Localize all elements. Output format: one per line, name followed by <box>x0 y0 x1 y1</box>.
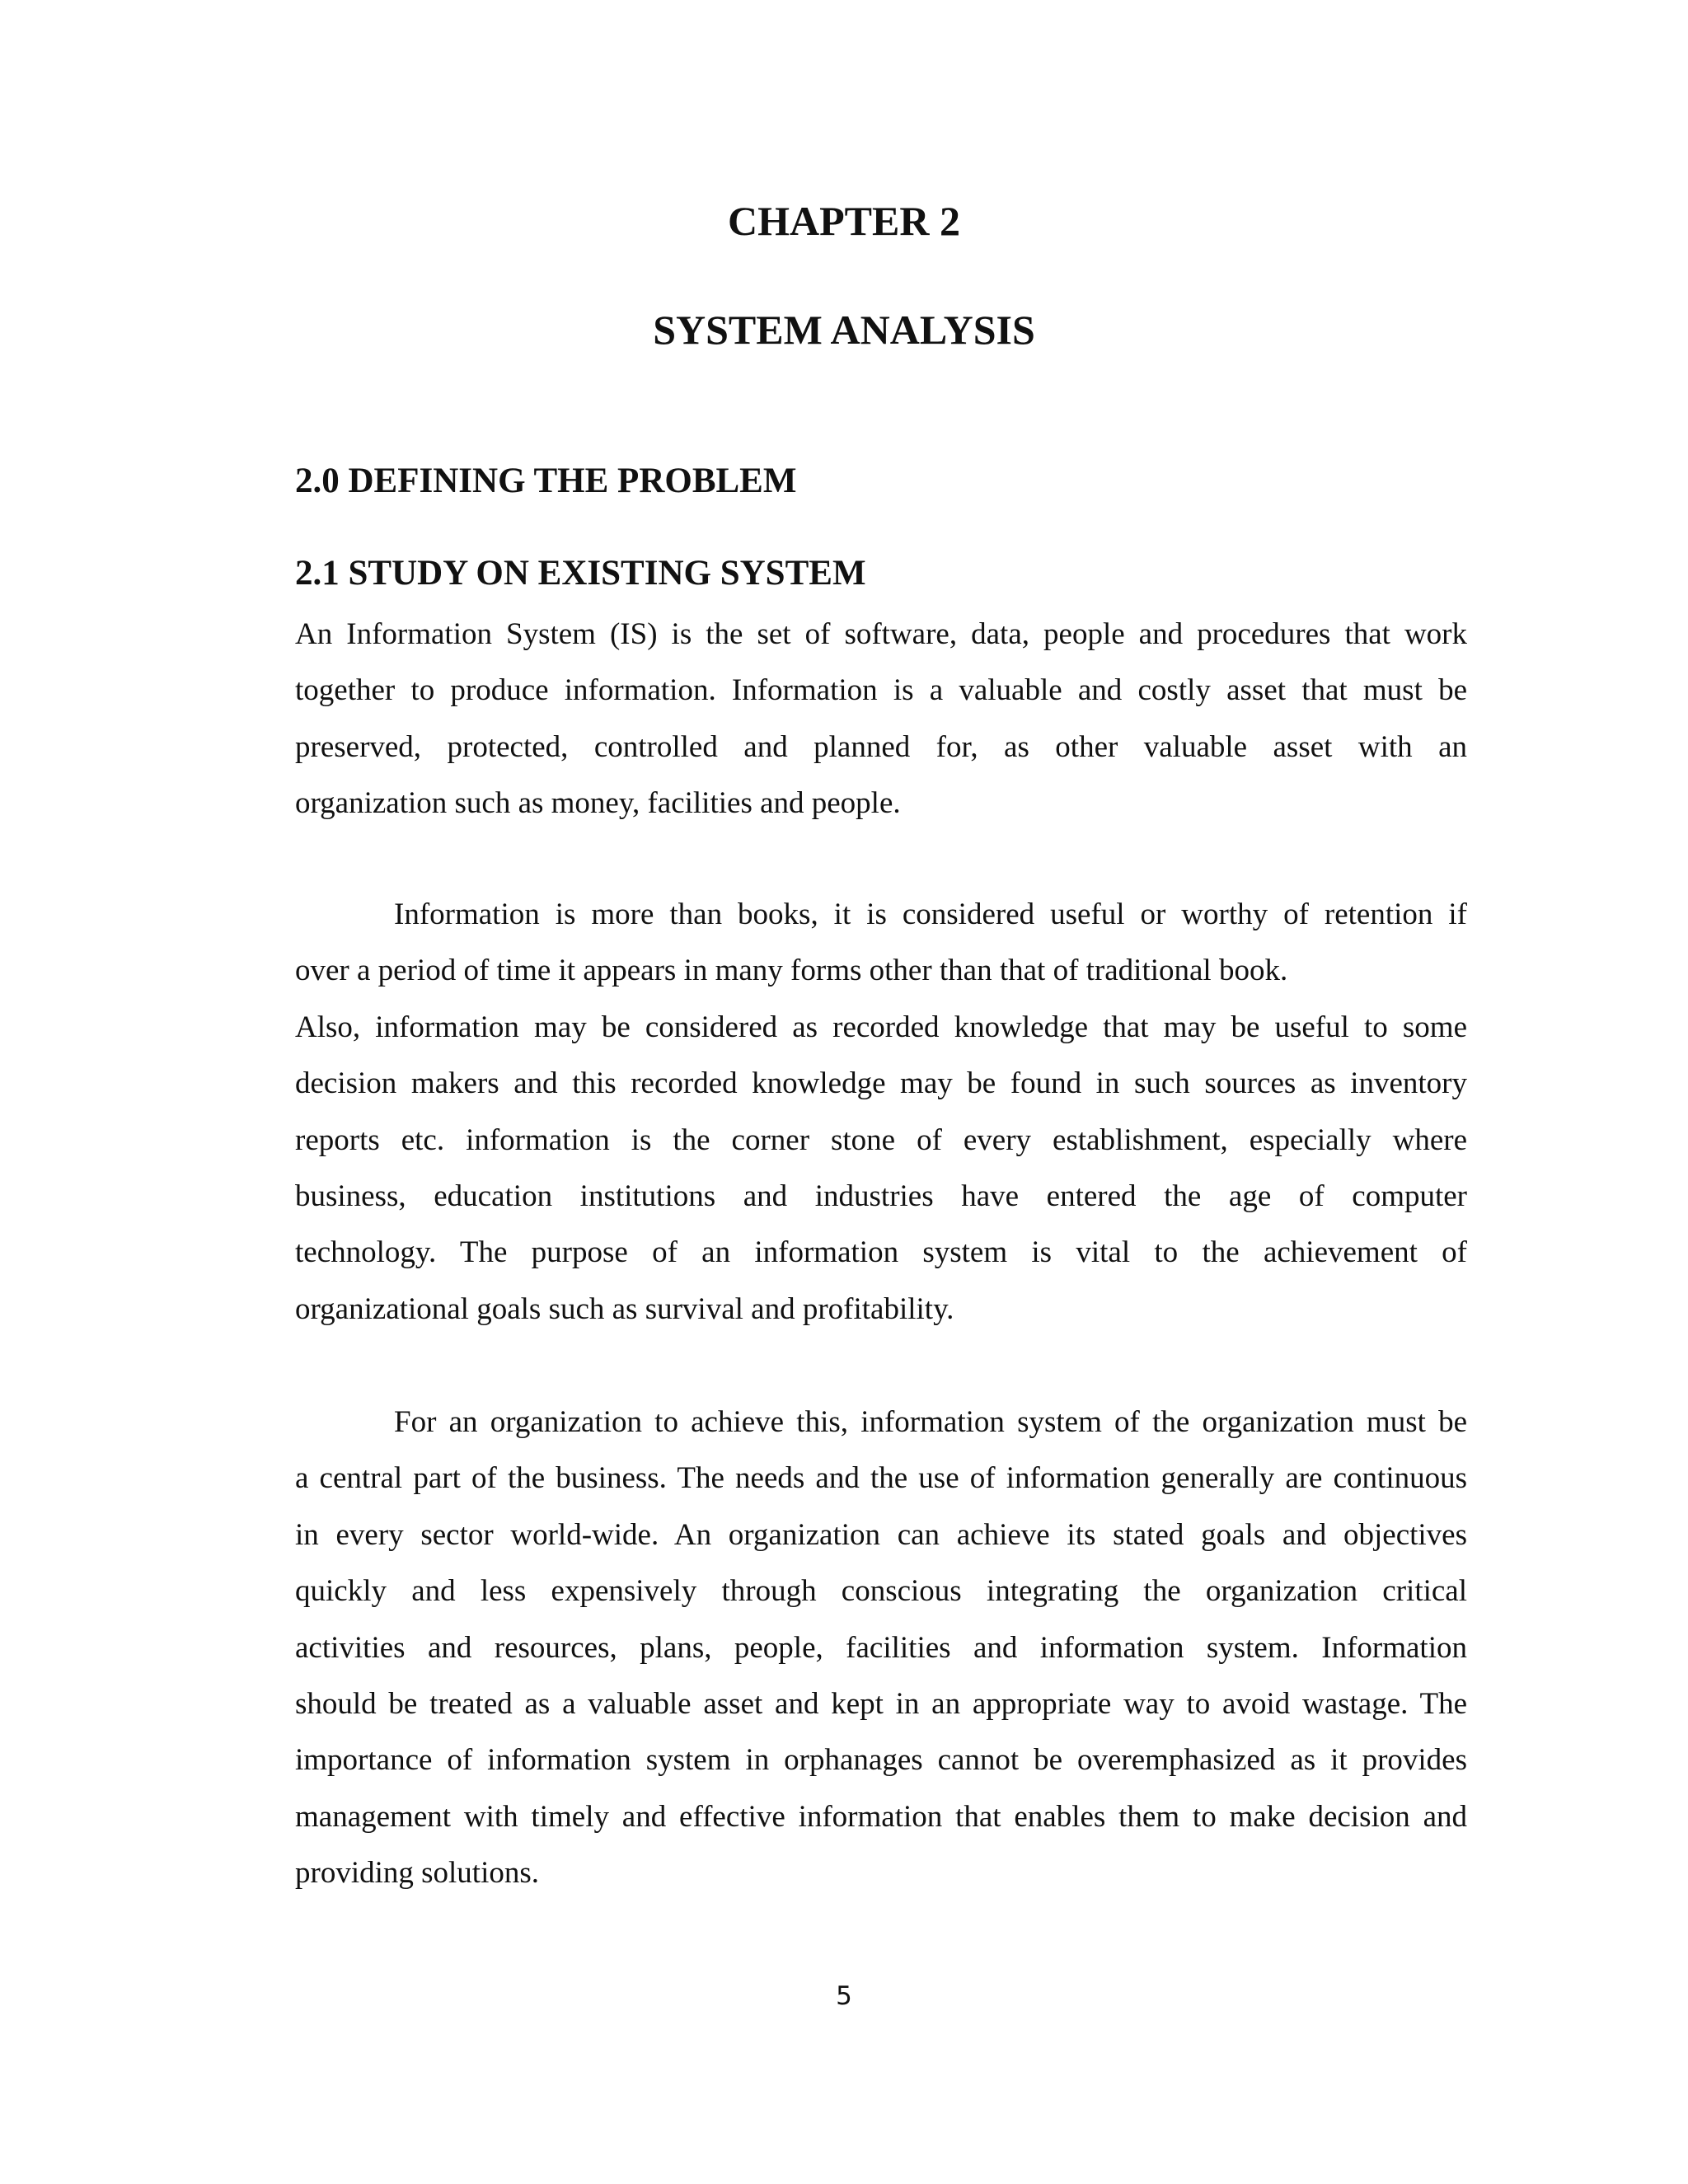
paragraph-line: a central part of the business. The needs and the use of information generally are continuous <box>295 1461 1467 1496</box>
paragraph-information-system <box>295 607 1467 832</box>
paragraph-line: over a period of time it appears in many forms other than that of traditional book. <box>295 954 1288 988</box>
paragraph-line: importance of information system in orphanages cannot be overemphasized as it provides <box>295 1743 1467 1778</box>
paragraph-line: reports etc. information is the corner stone of every establishment, especially where <box>295 1122 1467 1157</box>
paragraph-line: business, education institutions and industries have entered the age of computer <box>295 1179 1467 1213</box>
section-heading-defining-problem: 2.0 DEFINING THE PROBLEM <box>295 462 797 500</box>
paragraph-line: quickly and less expensively through conscious integrating the organization critical <box>295 1574 1467 1609</box>
paragraph-line: For an organization to achieve this, information system of the organization must be <box>394 1405 1467 1439</box>
paragraph-line: management with timely and effective information that enables them to make decision and <box>295 1799 1467 1834</box>
paragraph-information-value <box>295 887 1467 1338</box>
paragraph-line: activities and resources, plans, people, facilities and information system. Information <box>295 1630 1467 1665</box>
chapter-number: CHAPTER 2 <box>728 198 960 244</box>
paragraph-line: providing solutions. <box>295 1856 540 1891</box>
paragraph-line: Information is more than books, it is considered useful or worthy of retention if <box>394 898 1467 931</box>
paragraph-line: in every sector world-wide. An organization can achieve its stated goals and objectives <box>295 1517 1467 1552</box>
paragraph-line: technology. The purpose of an information system is vital to the achievement of <box>295 1235 1467 1270</box>
chapter-title: SYSTEM ANALYSIS <box>653 307 1035 353</box>
paragraph-organization-goals <box>295 1394 1467 1902</box>
page-number: 5 <box>836 1981 852 2011</box>
paragraph-line: organizational goals such as survival and profitability. <box>295 1291 954 1326</box>
section-heading-study-existing-system: 2.1 STUDY ON EXISTING SYSTEM <box>295 554 866 593</box>
paragraph-line: together to produce information. Information is a valuable and costly asset that must be <box>295 673 1467 708</box>
paragraph-line: Also, information may be considered as recorded knowledge that may be useful to some <box>295 1010 1467 1044</box>
paragraph-line: preserved, protected, controlled and planned for, as other valuable asset with an <box>295 729 1467 764</box>
paragraph-line: should be treated as a valuable asset and kept in an appropriate way to avoid wastage. The <box>295 1686 1467 1721</box>
paragraph-line: decision makers and this recorded knowledge may be found in such sources as inventory <box>295 1066 1467 1101</box>
paragraph-line: An Information System (IS) is the set of software, data, people and procedures that work <box>295 617 1467 651</box>
paragraph-line: organization such as money, facilities and people. <box>295 786 901 821</box>
